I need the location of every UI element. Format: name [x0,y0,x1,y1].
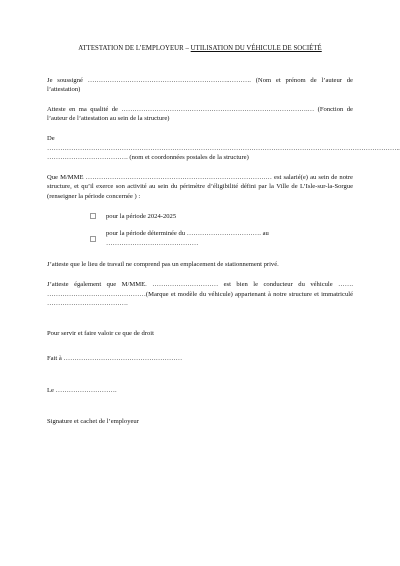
date-le: Le ………………………. [47,386,117,394]
title-subject: UTILISATION DU VÉHICULE DE SOCIÉTÉ [190,45,322,52]
para-valoir: Pour servir et faire valoir ce que de droit [47,329,154,337]
para-salarie: Que M/MME ……………………………………………………………………….… est salarié(e) au sein de notre structure, et qu’il exerce son activité au sein du périmètre d’éligibilité défini par la Ville de L’Isle-sur-la-Sorgue (renseigner la période concernée ) : [47,173,353,200]
para-de-line: …………………………………………………………………………………………………………………………………………….. [47,144,400,152]
para-de-rest: ………………………………. (nom et coordonnées postales de la structure) [47,154,249,162]
checkbox-icon[interactable] [90,236,96,242]
option-periode-annuelle[interactable] [90,212,353,222]
para-soussigne: Je soussigné ………………………………………………………..………. (Nom et prénom de l’auteur de l’attestation) [47,76,353,94]
para-de-label: De [47,134,55,142]
option-periode-determinee-label: pour la période déterminée du ……………………………. au …………………………………… [106,230,269,247]
para-conducteur: J’atteste également que M/MME. ………………………… est bien le conducteur du véhicule ……. ………………………………………(Marque et modèle du véhicule) appartenant à notre structure et immatriculé ………………………………. [47,280,353,308]
option-periode-annuelle-label: pour la période 2024-2025 [106,212,177,220]
checkbox-icon[interactable] [90,213,96,219]
title-prefix: ATTESTATION DE L’EMPLOYEUR – [78,45,191,52]
fait-a: Fait à ……………………………………………… [47,355,183,363]
signature-label: Signature et cachet de l’employeur [47,418,139,426]
para-lieu-travail: J’atteste que le lieu de travail ne comprend pas un emplacement de stationnement privé. [47,261,279,269]
para-qualite: Atteste en ma qualité de ………………………………………………………………………….… (Fonction de l’auteur de l’attestation au sein de la structure) [47,105,353,123]
para-structure [47,134,400,163]
option-periode-determinee[interactable] [90,229,353,248]
document-title [47,44,353,54]
